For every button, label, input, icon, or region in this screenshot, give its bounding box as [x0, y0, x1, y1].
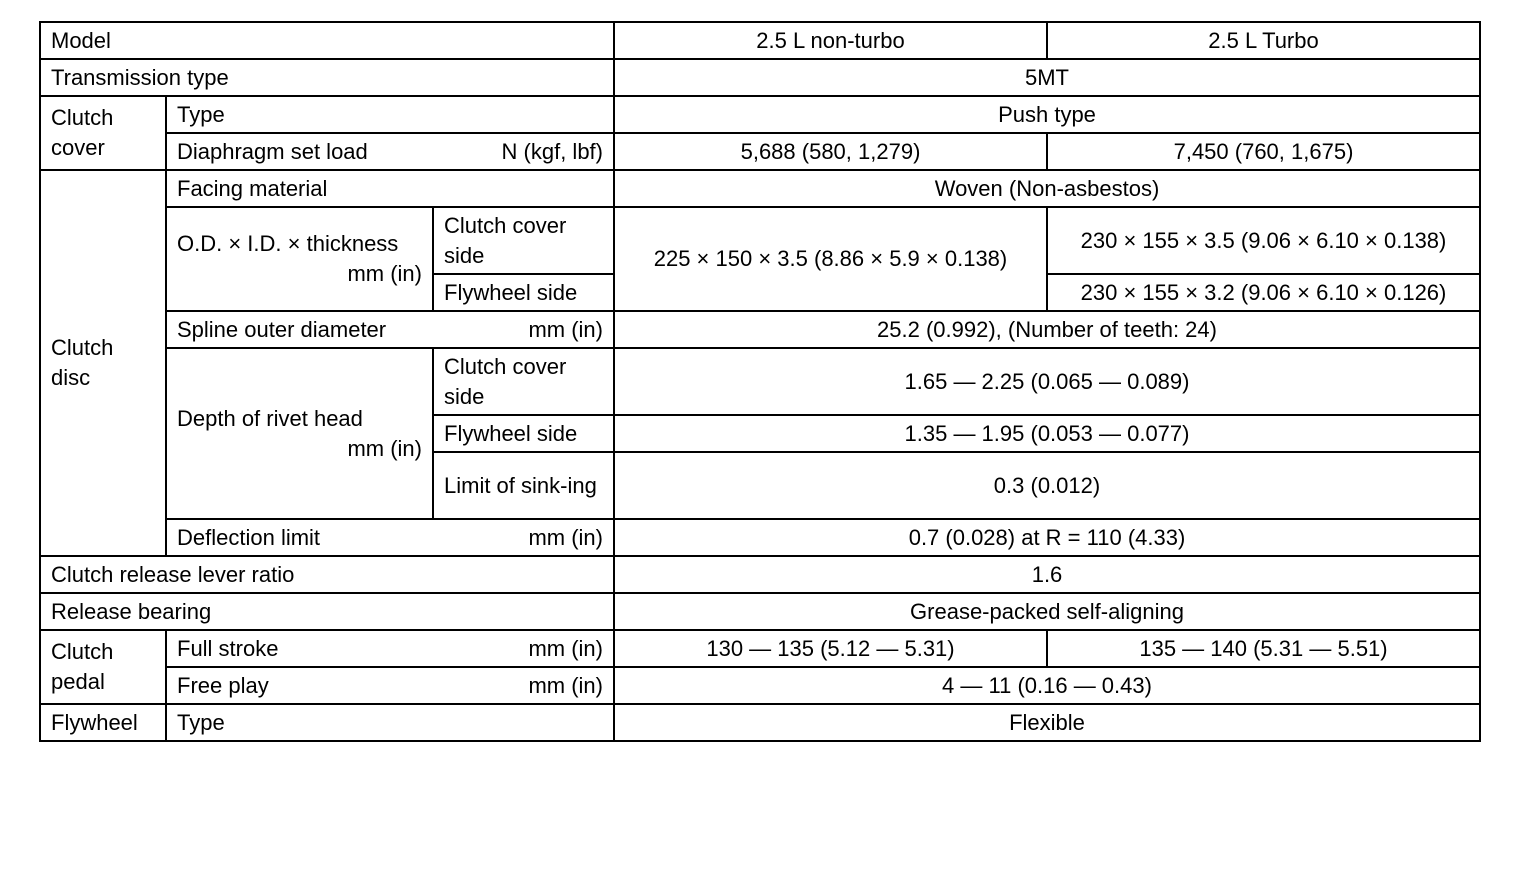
spline-outer-diameter-unit: mm (in)	[528, 316, 603, 342]
flywheel-type-label: Type	[166, 704, 614, 741]
diaphragm-set-load-label: Diaphragm set load	[177, 138, 368, 164]
spline-outer-diameter-cell	[166, 311, 614, 348]
spline-outer-diameter-label: Spline outer diameter	[177, 316, 387, 342]
clutch-disc-group-label: Clutch disc	[40, 170, 166, 556]
spline-outer-diameter-value: 25.2 (0.992), (Number of teeth: 24)	[614, 311, 1480, 348]
rivet-head-depth-unit: mm (in)	[347, 435, 422, 461]
table-row	[40, 133, 1480, 170]
free-play-value: 4 — 11 (0.16 — 0.43)	[614, 667, 1480, 704]
clutch-cover-group-label: Clutch cover	[40, 96, 166, 170]
full-stroke-unit: mm (in)	[528, 635, 603, 661]
deflection-limit-label: Deflection limit	[177, 524, 321, 550]
od-id-thickness-unit: mm (in)	[347, 261, 422, 286]
table-row	[40, 704, 1480, 741]
flywheel-type-value: Flexible	[614, 704, 1480, 741]
full-stroke-non-turbo-value: 130 — 135 (5.12 — 5.31)	[614, 630, 1047, 667]
diaphragm-non-turbo-value: 5,688 (580, 1,279)	[614, 133, 1047, 170]
table-row	[40, 348, 1480, 415]
full-stroke-turbo-value: 135 — 140 (5.31 — 5.51)	[1047, 630, 1480, 667]
rivet-flywheel-side-label: Flywheel side	[433, 415, 614, 452]
table-row	[40, 630, 1480, 667]
deflection-limit-unit: mm (in)	[528, 524, 603, 550]
full-stroke-label: Full stroke	[177, 635, 279, 661]
free-play-cell	[166, 667, 614, 704]
model-header-cell: Model	[40, 22, 614, 59]
clutch-pedal-group-label: Clutch pedal	[40, 630, 166, 704]
rivet-clutch-cover-side-value: 1.65 — 2.25 (0.065 — 0.089)	[614, 348, 1480, 415]
rivet-clutch-cover-side-label: Clutch cover side	[433, 348, 614, 415]
turbo-header-cell: 2.5 L Turbo	[1047, 22, 1480, 59]
limit-of-sinking-label: Limit of sink-ing	[433, 452, 614, 519]
diaphragm-set-load-cell	[166, 133, 614, 170]
free-play-unit: mm (in)	[528, 672, 603, 698]
table-row	[40, 556, 1480, 593]
full-stroke-cell	[166, 630, 614, 667]
transmission-type-label: Transmission type	[40, 59, 614, 96]
od-id-thickness-label: O.D. × I.D. × thickness	[177, 231, 399, 256]
table-row	[40, 207, 1480, 274]
rivet-flywheel-side-value: 1.35 — 1.95 (0.053 — 0.077)	[614, 415, 1480, 452]
deflection-limit-cell	[166, 519, 614, 556]
deflection-limit-value: 0.7 (0.028) at R = 110 (4.33)	[614, 519, 1480, 556]
clutch-cover-type-value: Push type	[614, 96, 1480, 133]
transmission-type-value: 5MT	[614, 59, 1480, 96]
diaphragm-turbo-value: 7,450 (760, 1,675)	[1047, 133, 1480, 170]
table-row	[40, 22, 1480, 59]
table-row	[40, 519, 1480, 556]
table-row	[40, 311, 1480, 348]
table-row	[40, 96, 1480, 133]
flywheel-group-label: Flywheel	[40, 704, 166, 741]
release-bearing-value: Grease-packed self-aligning	[614, 593, 1480, 630]
od-flywheel-side-label: Flywheel side	[433, 274, 614, 311]
release-bearing-label: Release bearing	[40, 593, 614, 630]
table-row	[40, 170, 1480, 207]
non-turbo-header-cell: 2.5 L non-turbo	[614, 22, 1047, 59]
clutch-cover-type-label: Type	[166, 96, 614, 133]
od-clutch-cover-side-label: Clutch cover side	[433, 207, 614, 274]
od-turbo-flywheel-side-value: 230 × 155 × 3.2 (9.06 × 6.10 × 0.126)	[1047, 274, 1480, 311]
release-lever-ratio-label: Clutch release lever ratio	[40, 556, 614, 593]
od-id-thickness-cell	[166, 207, 433, 311]
facing-material-label: Facing material	[166, 170, 614, 207]
diaphragm-set-load-unit: N (kgf, lbf)	[501, 138, 603, 164]
facing-material-value: Woven (Non-asbestos)	[614, 170, 1480, 207]
free-play-label: Free play	[177, 672, 269, 698]
limit-of-sinking-value: 0.3 (0.012)	[614, 452, 1480, 519]
release-lever-ratio-value: 1.6	[614, 556, 1480, 593]
rivet-head-depth-cell	[166, 348, 433, 519]
od-turbo-cover-side-value: 230 × 155 × 3.5 (9.06 × 6.10 × 0.138)	[1047, 207, 1480, 274]
rivet-head-depth-label: Depth of rivet head	[177, 405, 363, 431]
table-row	[40, 59, 1480, 96]
clutch-specifications-table	[39, 21, 1481, 742]
table-row	[40, 667, 1480, 704]
od-non-turbo-value: 225 × 150 × 3.5 (8.86 × 5.9 × 0.138)	[614, 207, 1047, 311]
table-row	[40, 593, 1480, 630]
